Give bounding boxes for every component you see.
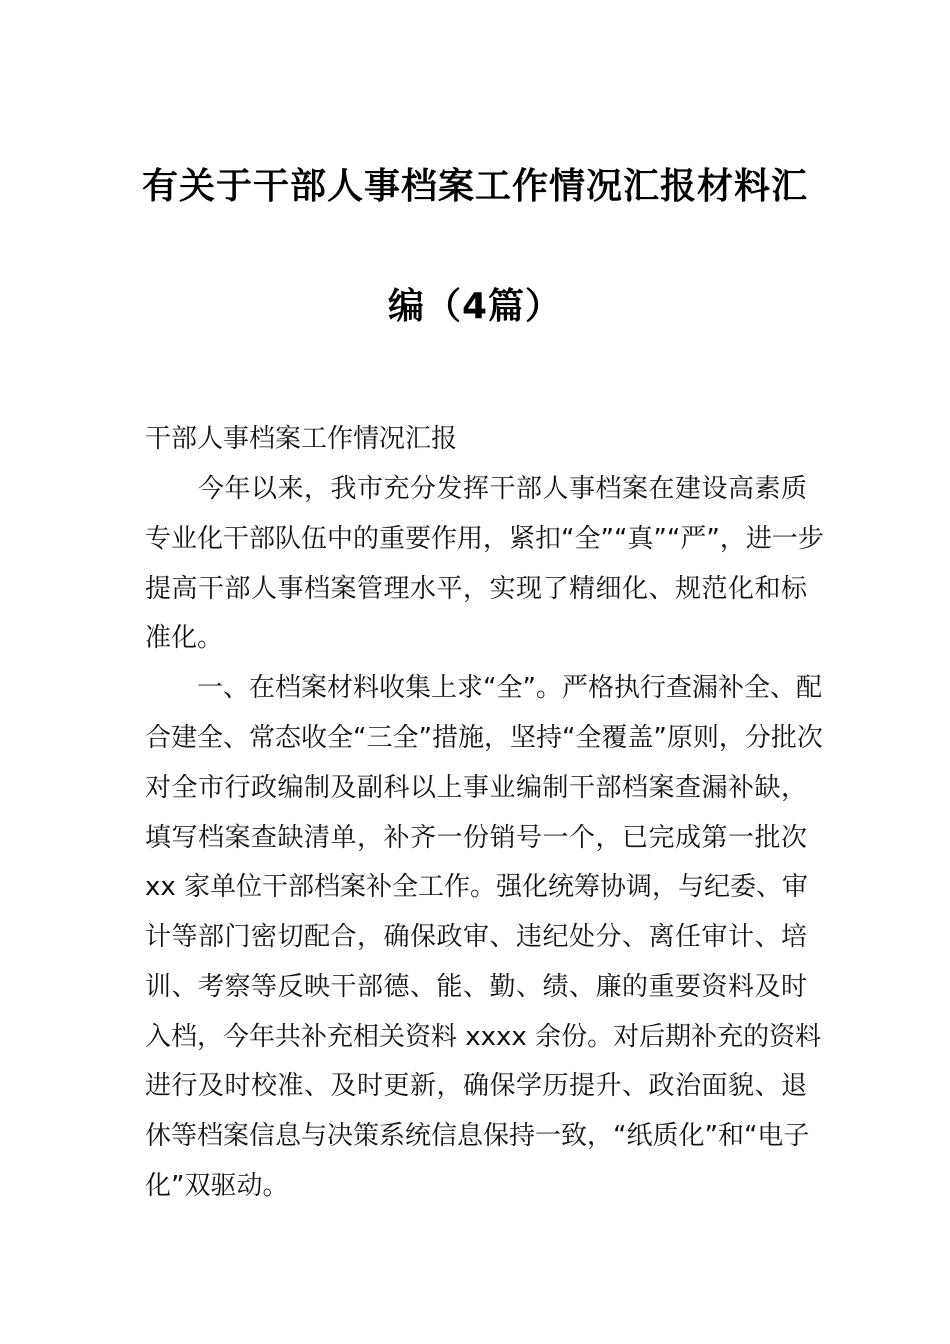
paragraph-line: 化”双驱动。 — [145, 1171, 289, 1201]
paragraph-line: 休等档案信息与决策系统信息保持一致，“纸质化”和“电子 — [145, 1121, 810, 1151]
paragraph-line: 准化。 — [145, 623, 224, 653]
paragraph-line: xx 家单位干部档案补全工作。强化统筹协调，与纪委、审 — [145, 872, 809, 902]
paragraph-line: 计等部门密切配合，确保政审、违纪处分、离任审计、培 — [145, 922, 807, 952]
paragraph-line: 提高干部人事档案管理水平，实现了精细化、规范化和标 — [145, 574, 807, 604]
paragraph-line: 今年以来，我市充分发挥干部人事档案在建设高素质 — [145, 474, 807, 504]
paragraph-line: 专业化干部队伍中的重要作用，紧扣“全”“真”“严”，进一步 — [145, 524, 824, 554]
section-heading: 干部人事档案工作情况汇报 — [145, 424, 458, 454]
paragraph-line: 一、在档案材料收集上求“全”。严格执行查漏补全、配 — [145, 673, 822, 703]
paragraph-line: 对全市行政编制及副科以上事业编制干部档案查漏补缺， — [145, 773, 807, 803]
paragraph-line: 进行及时校准、及时更新，确保学历提升、政治面貌、退 — [145, 1071, 807, 1101]
paragraph-line: 填写档案查缺清单，补齐一份销号一个，已完成第一批次 — [145, 823, 807, 853]
paragraph-line: 合建全、常态收全“三全”措施，坚持“全覆盖”原则，分批次 — [145, 723, 823, 753]
document-title-line-1: 有关于干部人事档案工作情况汇报材料汇 — [141, 166, 808, 207]
paragraph-line: 入档，今年共补充相关资料 xxxx 余份。对后期补充的资料 — [145, 1022, 822, 1052]
document-title-line-2: 编（4篇） — [387, 286, 563, 327]
paragraph-line: 训、考察等反映干部德、能、勤、绩、廉的重要资料及时 — [145, 972, 807, 1002]
